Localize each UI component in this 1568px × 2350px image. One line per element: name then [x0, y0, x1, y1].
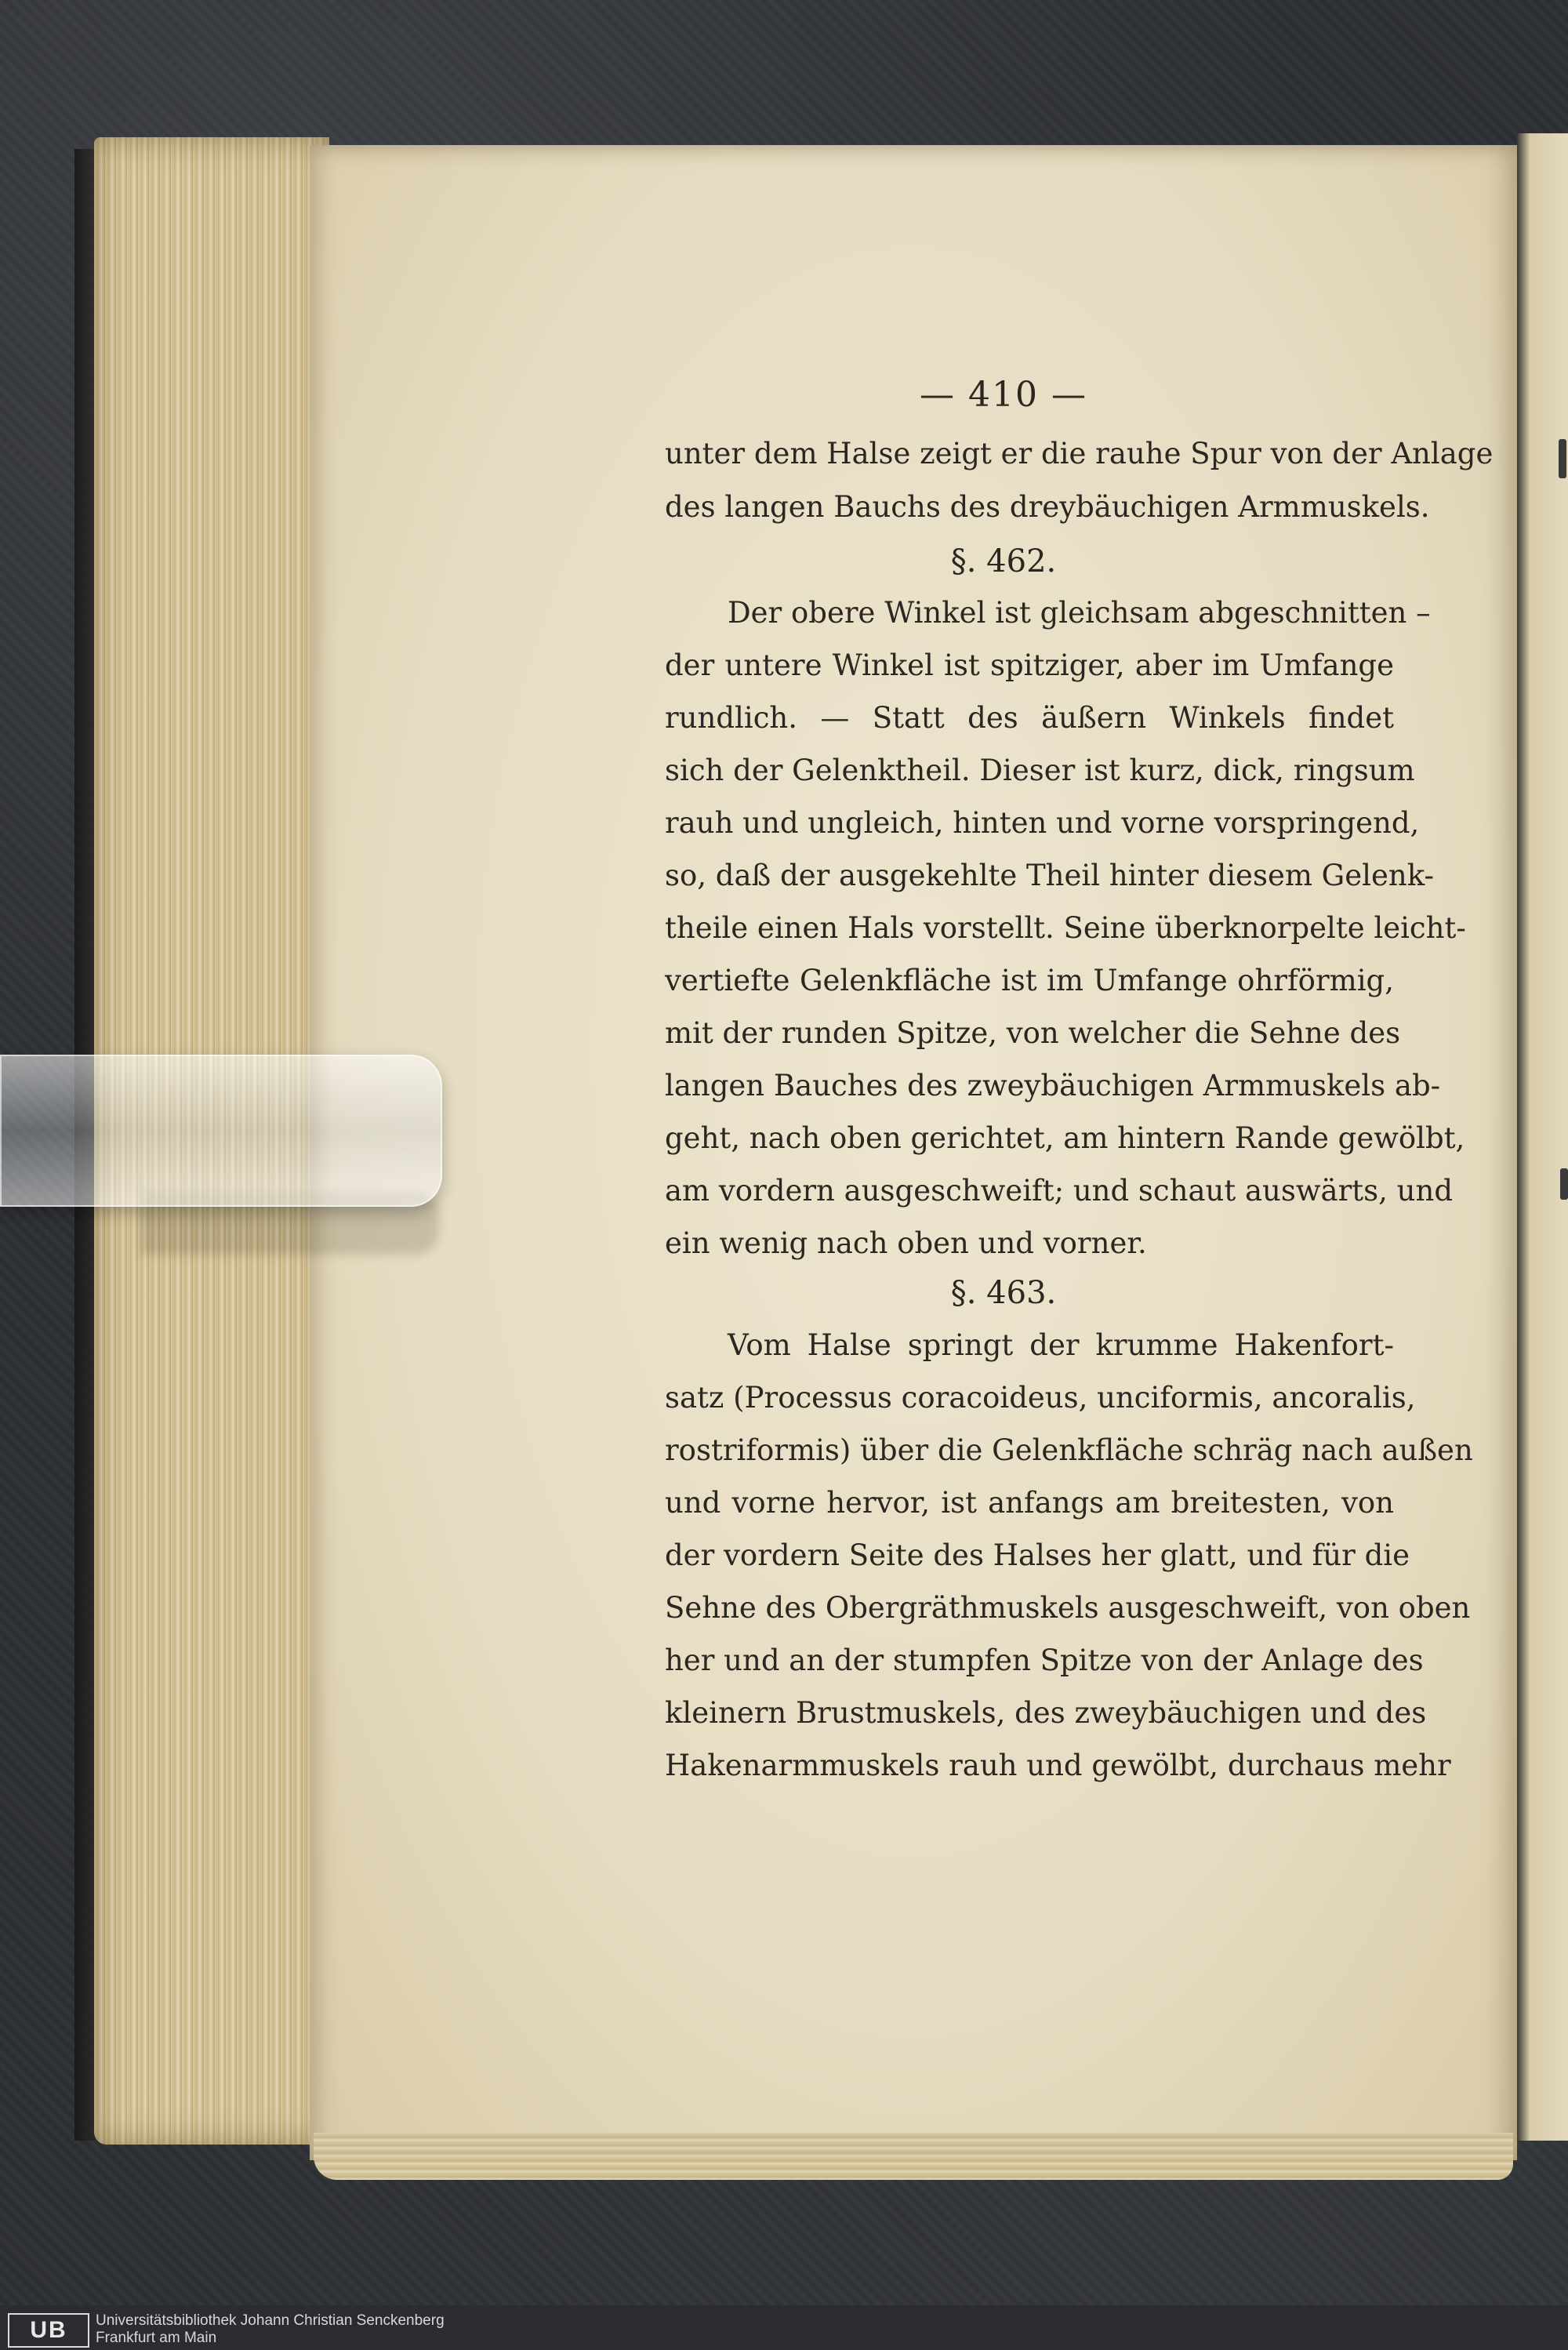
section-heading: §. 462.: [950, 543, 1057, 579]
text-line: rundlich. — Statt des äußern Winkels findet: [665, 701, 1394, 735]
text-line: rauh und ungleich, hinten und vorne vorspringend,: [665, 806, 1420, 840]
text-line: geht, nach oben gerichtet, am hintern Rande gewölbt,: [665, 1121, 1465, 1155]
section-heading: §. 463.: [950, 1275, 1057, 1311]
library-logo: UB: [8, 2313, 89, 2348]
text-line: her und an der stumpfen Spitze von der Anlage des: [665, 1644, 1424, 1677]
text-line: und vorne hervor, ist anfangs am breitesten, von: [665, 1486, 1394, 1520]
adjacent-page-ink-mark: [1560, 1168, 1568, 1200]
page-bottom-edge: [314, 2133, 1513, 2180]
text-line: am vordern ausgeschweift; und schaut auswärts, und: [665, 1174, 1453, 1208]
text-line: theile einen Hals vorstellt. Seine überknorpelte leicht-: [665, 911, 1466, 945]
text-line: vertiefte Gelenkfläche ist im Umfange ohrförmig,: [665, 964, 1394, 997]
text-line: satz (Processus coracoideus, unciformis, ancoralis,: [665, 1381, 1416, 1415]
text-line: langen Bauches des zweybäuchigen Armmuskels ab-: [665, 1069, 1441, 1102]
text-line: der vordern Seite des Halses her glatt, und für die: [665, 1538, 1410, 1572]
text-line: sich der Gelenktheil. Dieser ist kurz, dick, ringsum: [665, 754, 1415, 787]
page-number: — 410 —: [920, 375, 1087, 415]
institution-name: Universitätsbibliothek Johann Christian Senckenberg: [96, 2312, 445, 2329]
text-line: des langen Bauchs des dreybäuchigen Armmuskels.: [665, 490, 1430, 524]
text-line: kleinern Brustmuskels, des zweybäuchigen und des: [665, 1696, 1427, 1730]
text-line: ein wenig nach oben und vorner.: [665, 1226, 1147, 1260]
text-line: mit der runden Spitze, von welcher die Sehne des: [665, 1016, 1401, 1050]
text-line: Sehne des Obergräthmuskels ausgeschweift, von oben: [665, 1591, 1471, 1625]
text-line: so, daß der ausgekehlte Theil hinter diesem Gelenk-: [665, 859, 1434, 892]
text-line: Vom Halse springt der krumme Hakenfort-: [728, 1328, 1394, 1362]
text-line: der untere Winkel ist spitziger, aber im Umfange: [665, 648, 1394, 682]
text-line: Der obere Winkel ist gleichsam abgeschnitten –: [728, 596, 1431, 630]
adjacent-page: [1517, 133, 1568, 2141]
adjacent-page-ink-mark: [1559, 439, 1566, 478]
institution-city: Frankfurt am Main: [96, 2330, 217, 2346]
text-line: unter dem Halse zeigt er die rauhe Spur von der Anlage: [665, 437, 1494, 470]
text-line: rostriformis) über die Gelenkfläche schräg nach außen: [665, 1433, 1473, 1467]
page-holder-clip: [0, 1055, 442, 1207]
text-line: Hakenarmmuskels rauh und gewölbt, durchaus mehr: [665, 1749, 1451, 1782]
